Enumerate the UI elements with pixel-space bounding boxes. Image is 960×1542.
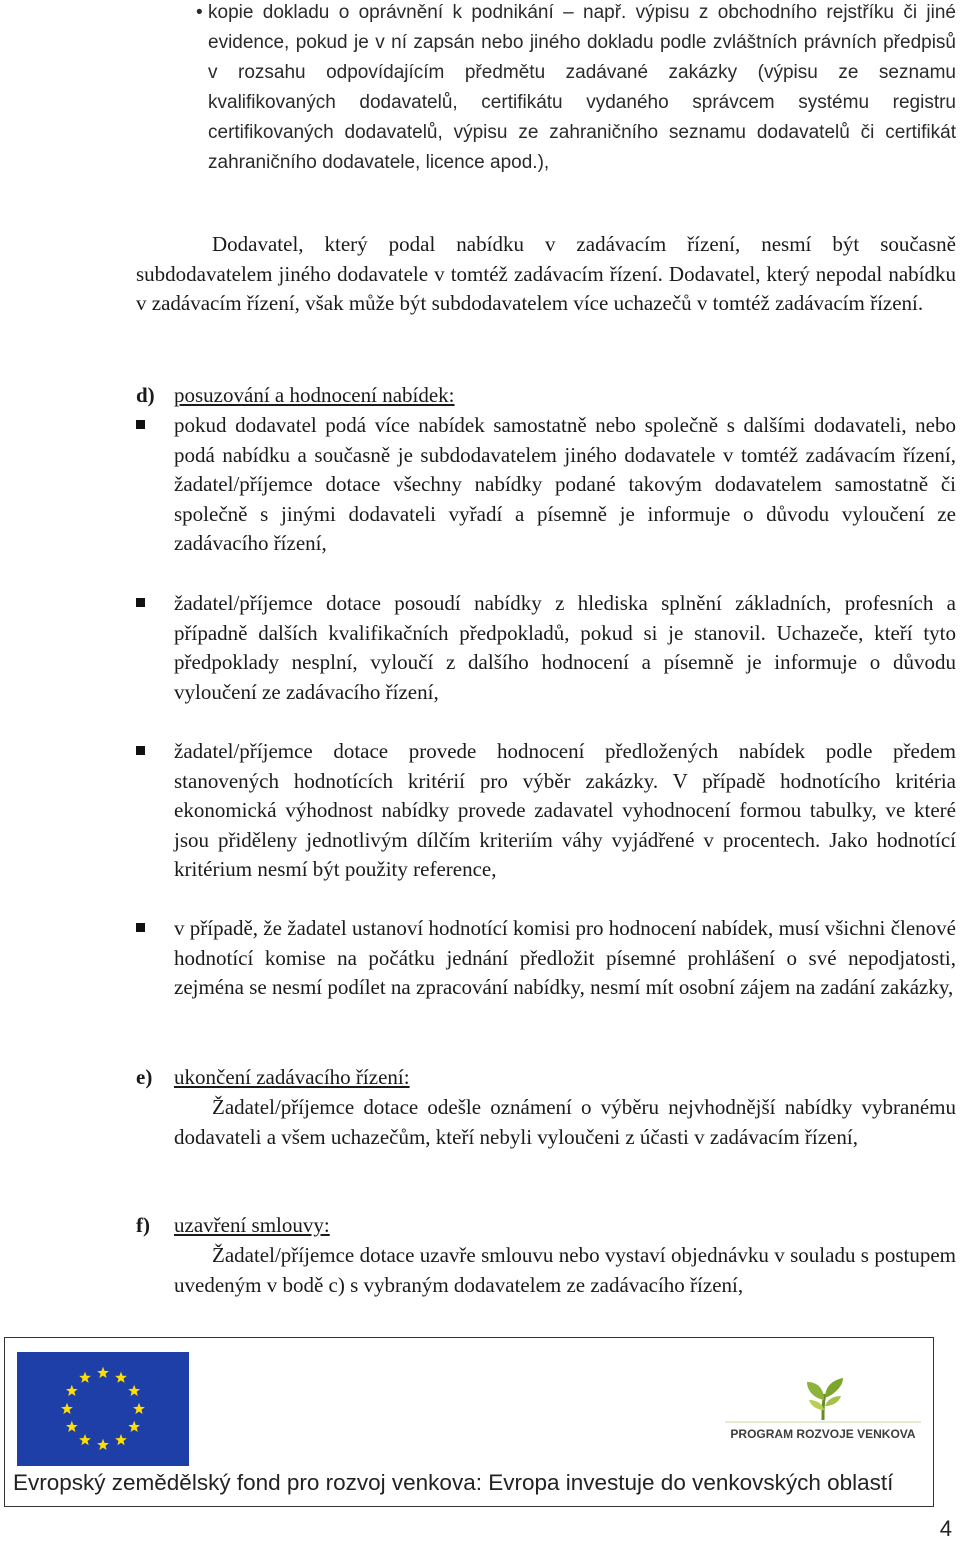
- section-d-item-text: žadatel/příjemce dotace posoudí nabídky z hlediska splnění základních, profesních a případně dalších kvalifikačních předpokladů, pokud si je stanovil. Uchazeče, kteří tyto předpoklady nesplní, vyloučí z dalšího hodnocení a písemně je informuje o důvodu vyloučení ze zadávacího řízení,: [174, 591, 956, 704]
- section-d-item: [174, 737, 956, 885]
- section-e-title: ukončení zadávacího řízení:: [174, 1065, 410, 1089]
- section-f-title: uzavření smlouvy:: [174, 1213, 330, 1237]
- section-f-text: Žadatel/příjemce dotace uzavře smlouvu nebo vystaví objednávku v souladu s postupem uvedeným v bodě c) s vybraným dodavatelem ze zadávacího řízení,: [174, 1243, 956, 1297]
- section-e-letter: e): [136, 1065, 153, 1089]
- section-d-item: [174, 589, 956, 707]
- square-bullet-icon: [136, 923, 145, 932]
- sprout-icon: [807, 1378, 843, 1420]
- section-e-text: Žadatel/příjemce dotace odešle oznámení o výběru nejvhodnější nabídky vybranému dodavateli a všem uchazečům, kteří nebyli vyloučeni z účasti v zadávacím řízení,: [174, 1095, 956, 1149]
- square-bullet-icon: [136, 420, 145, 429]
- section-e-heading: [136, 1063, 956, 1093]
- section-f-letter: f): [136, 1213, 150, 1237]
- bullet-item-text: kopie dokladu o oprávnění k podnikání – např. výpisu z obchodního rejstříku či jiné evidence, pokud je v ní zapsán nebo jiného dokladu podle zvláštních právních předpisů v rozsahu odpovídajícím předmětu zadávané zakázky (výpisu ze seznamu kvalifikovaných dodavatelů, certifikátu vydaného správcem systému registru certifikovaných dodavatelů, výpisu ze zahraničního seznamu dodavatelů či certifikát zahraničního dodavatele, licence apod.),: [208, 2, 956, 173]
- section-d-item-text: žadatel/příjemce dotace provede hodnocení předložených nabídek podle předem stanovených hodnotících kritérií pro výběr zakázky. V případě hodnotícího kritéria ekonomická výhodnost nabídky provede zadavatel vyhodnocení formou tabulky, ve které jsou přiděleny jednotlivým dílčím kriteriím váhy vyjádřené v procentech. Jako hodnotící kritérium nesmí být použity reference,: [174, 739, 956, 882]
- eu-flag-icon: [17, 1352, 189, 1466]
- square-bullet-icon: [136, 598, 145, 607]
- footer-banner: [4, 1337, 934, 1507]
- section-d-item-text: v případě, že žadatel ustanoví hodnotící komisi pro hodnocení nabídek, musí všichni členové hodnotící komise na počátku jednání předložit písemné prohlášení o své nepodjatosti, zejména se nesmí podílet na zpracování nabídky, nesmí mít osobní zájem na zadání zakázky,: [174, 916, 956, 1000]
- bullet-marker: •: [196, 2, 203, 23]
- section-d-item: [174, 914, 956, 1003]
- prv-logo: [725, 1376, 921, 1456]
- section-d-letter: d): [136, 383, 155, 407]
- section-d-title: posuzování a hodnocení nabídek:: [174, 383, 455, 407]
- footer-tagline: Evropský zemědělský fond pro rozvoj venkova: Evropa investuje do venkovských oblastí: [13, 1470, 894, 1495]
- section-d-item: [174, 411, 956, 559]
- section-d-item-text: pokud dodavatel podá více nabídek samostatně nebo společně s dalšími dodavateli, nebo podá nabídku a současně je subdodavatelem jiného dodavatele v tomtéž zadávacím řízení, žadatel/příjemce dotace všechny nabídky podané takovým dodavatelem samostatně či společně s jinými dodavateli vyřadí a písemně je informuje o důvodu vyloučení ze zadávacího řízení,: [174, 413, 956, 556]
- square-bullet-icon: [136, 746, 145, 755]
- bullet-item: [196, 0, 956, 178]
- prv-logo-text: PROGRAM ROZVOJE VENKOVA: [730, 1427, 916, 1441]
- section-f-heading: [136, 1211, 956, 1241]
- subcontractor-paragraph: Dodavatel, který podal nabídku v zadávacím řízení, nesmí být současně subdodavatelem jiného dodavatele v tomtéž zadávacím řízení. Dodavatel, který nepodal nabídku v zadávacím řízení, však může být subdodavatelem více uchazečů v tomtéž zadávacím řízení.: [136, 232, 956, 316]
- page-number: 4: [939, 1516, 952, 1541]
- section-d-heading: [136, 381, 956, 411]
